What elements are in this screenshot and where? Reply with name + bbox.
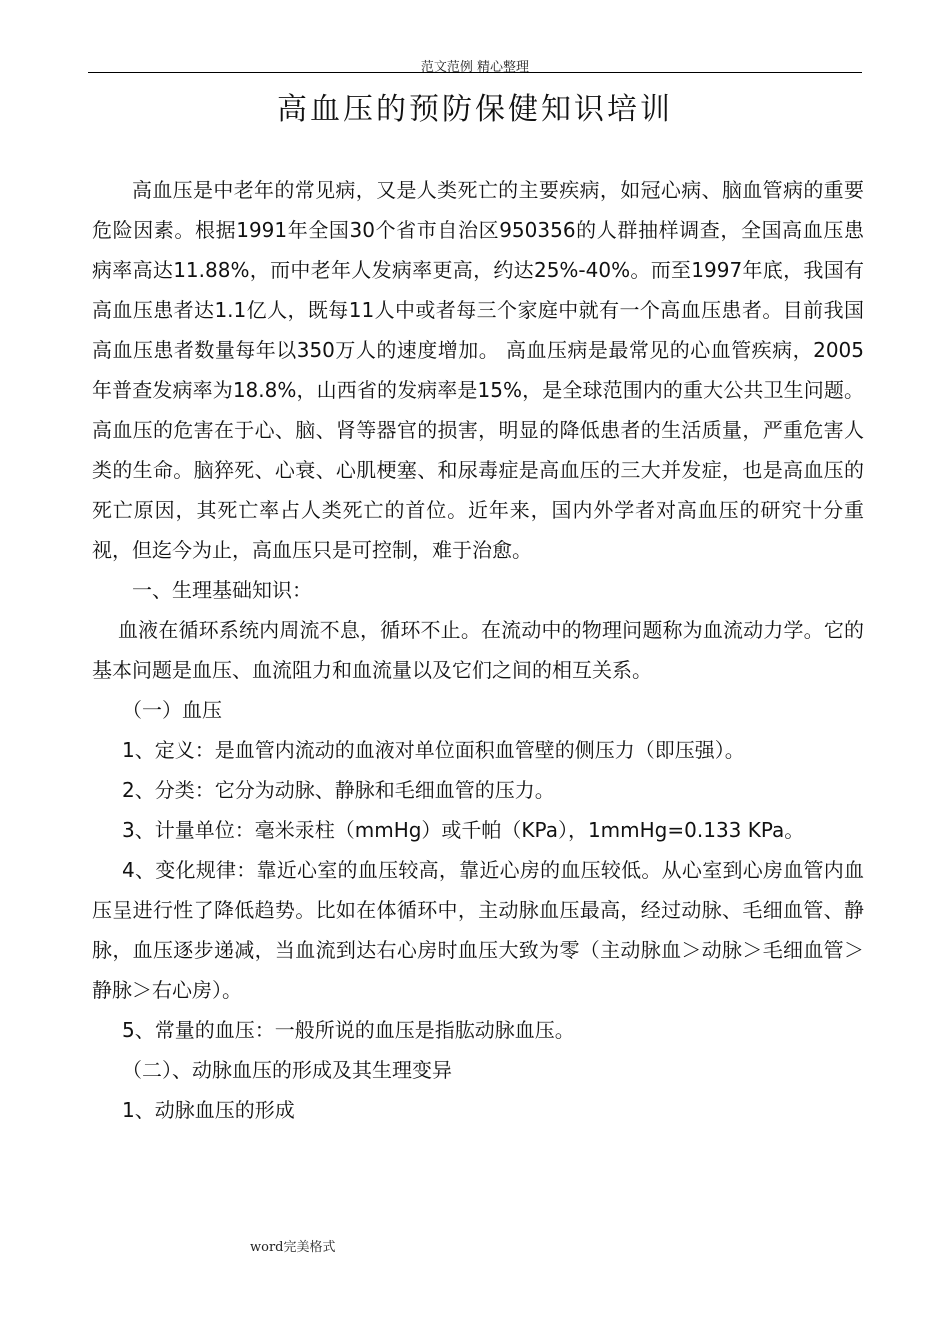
list-item-arterial-formation: 1、动脉血压的形成 <box>122 1098 295 1122</box>
list-item-classification: 2、分类：它分为动脉、静脉和毛细血管的压力。 <box>122 778 555 802</box>
section-heading-physiology: 一、生理基础知识： <box>132 578 312 602</box>
document-title: 高血压的预防保健知识培训 <box>277 92 673 127</box>
page-footer: word完美格式 <box>250 1240 336 1255</box>
list-item-unit: 3、计量单位：毫米汞柱（mmHg）或千帕（KPa），1mmHg=0.133 KPa。 <box>122 818 805 842</box>
section-paragraph-hemodynamics: 血液在循环系统内周流不息，循环不止。在流动中的物理问题称为血流动力学。它的基本问题是血压、血流阻力和血流量以及它们之间的相互关系。 <box>92 618 864 682</box>
document-body <box>92 170 864 1130</box>
header-divider <box>88 72 862 73</box>
list-item-variation: 4、变化规律：靠近心室的血压较高，靠近心房的血压较低。从心室到心房血管内血压呈进行性了降低趋势。比如在体循环中，主动脉血压最高，经过动脉、毛细血管、静脉，血压逐步递减，当血流到达右心房时血压大致为零（主动脉血＞动脉＞毛细血管＞静脉＞右心房）。 <box>92 858 864 1002</box>
subsection-heading-blood-pressure: （一）血压 <box>122 698 222 722</box>
subsection-heading-arterial-bp: （二）、动脉血压的形成及其生理变异 <box>122 1058 452 1082</box>
page-header: 范文范例 精心整理 <box>420 60 530 75</box>
list-item-definition: 1、定义：是血管内流动的血液对单位面积血管壁的侧压力（即压强）。 <box>122 738 745 762</box>
list-item-normal-bp: 5、常量的血压：一般所说的血压是指肱动脉血压。 <box>122 1018 575 1042</box>
intro-paragraph: 高血压是中老年的常见病，又是人类死亡的主要疾病，如冠心病、脑血管病的重要危险因素。根据1991年全国30个省市自治区950356的人群抽样调查，全国高血压患病率高达11.88%，而中老年人发病率更高，约达25%-40%。而至1997年底，我国有高血压患者达1.1亿人，既每11人中或者每三个家庭中就有一个高血压患者。目前我国高血压患者数量每年以350万人的速度增加。 高血压病是最常见的心血管疾病，2005年普查发病率为18.8%，山西省的发病率是15%，是全球范围内的重大公共卫生问题。高血压的危害在于心、脑、肾等器官的损害，明显的降低患者的生活质量，严重危害人类的生命。脑猝死、心衰、心肌梗塞、和尿毒症是高血压的三大并发症，也是高血压的死亡原因，其死亡率占人类死亡的首位。近年来，国内外学者对高血压的研究十分重视，但迄今为止，高血压只是可控制，难于治愈。 <box>92 178 864 562</box>
